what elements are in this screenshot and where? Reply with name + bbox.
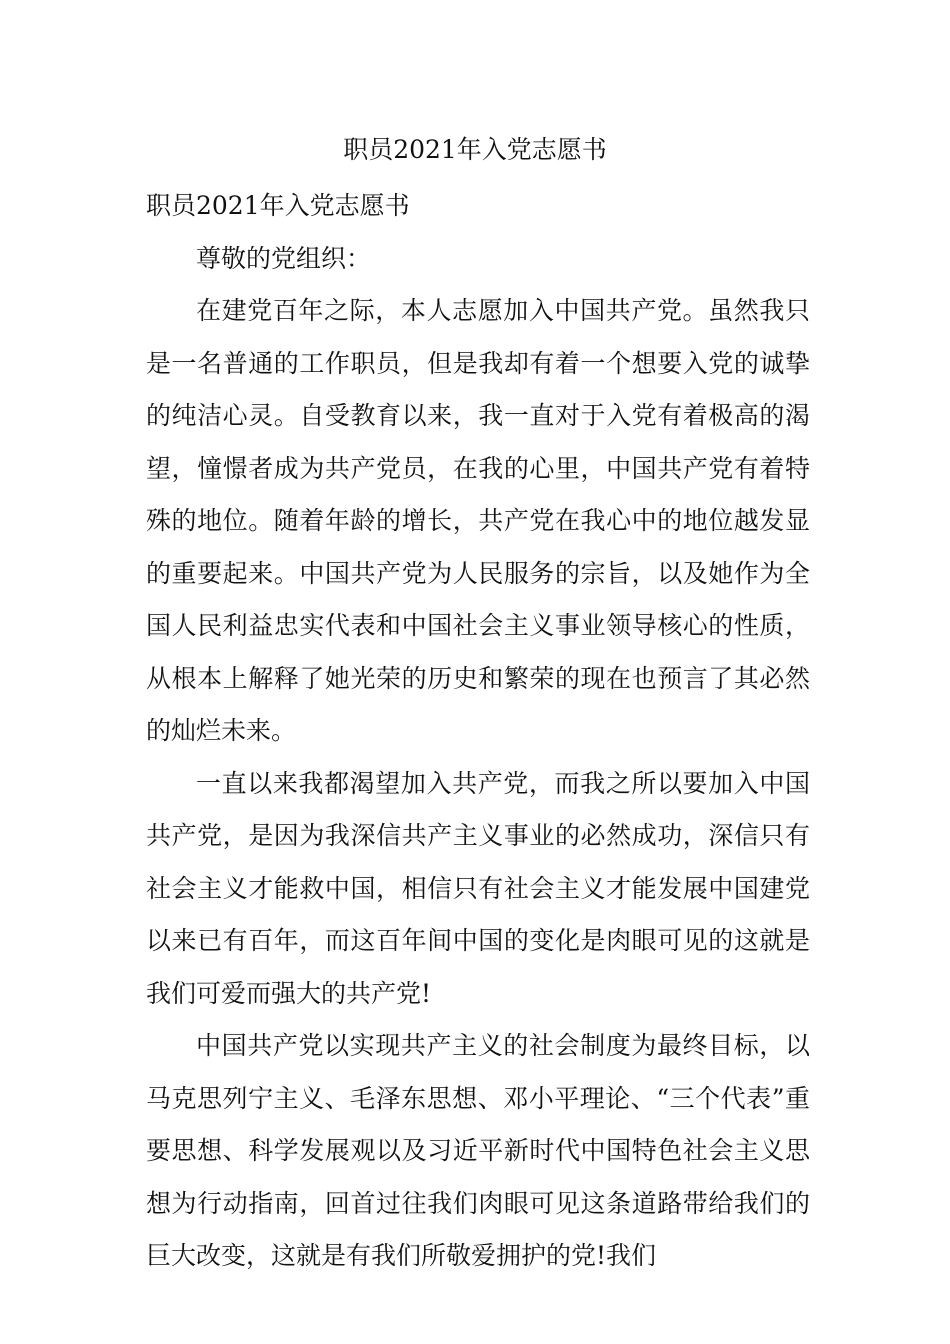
body-paragraph-1: 在建党百年之际，本人志愿加入中国共产党。虽然我只是一名普通的工作职员，但是我却有着一个想要入党的诚挚的纯洁心灵。自受教育以来，我一直对于入党有着极高的渴望，憧憬者成为共产党员，在我的心里，中国共产党有着特殊的地位。随着年龄的增长，共产党在我心中的地位越发显的重要起来。中国共产党为人民服务的宗旨，以及她作为全国人民利益忠实代表和中国社会主义事业领导核心的性质，从根本上解释了她光荣的历史和繁荣的现在也预言了其必然的灿烂未来。: [146, 296, 810, 745]
document-body: [146, 180, 810, 1283]
document-heading: 职员2021年入党志愿书: [146, 191, 410, 220]
body-paragraph-2: 一直以来我都渴望加入共产党，而我之所以要加入中国共产党，是因为我深信共产主义事业的必然成功，深信只有社会主义才能救中国，相信只有社会主义才能发展中国建党以来已有百年，而这百年间中国的变化是肉眼可见的这就是我们可爱而强大的共产党!: [146, 768, 810, 1008]
salutation: 尊敬的党组织：: [196, 243, 372, 273]
body-paragraph-3: 中国共产党以实现共产主义的社会制度为最终目标，以马克思列宁主义、毛泽东思想、邓小平理论、“三个代表”重要思想、科学发展观以及习近平新时代中国特色社会主义思想为行动指南，回首过往我们肉眼可见这条道路带给我们的巨大改变，这就是有我们所敬爱拥护的党!我们: [146, 1031, 810, 1270]
document-title: 职员2021年入党志愿书: [343, 135, 607, 164]
